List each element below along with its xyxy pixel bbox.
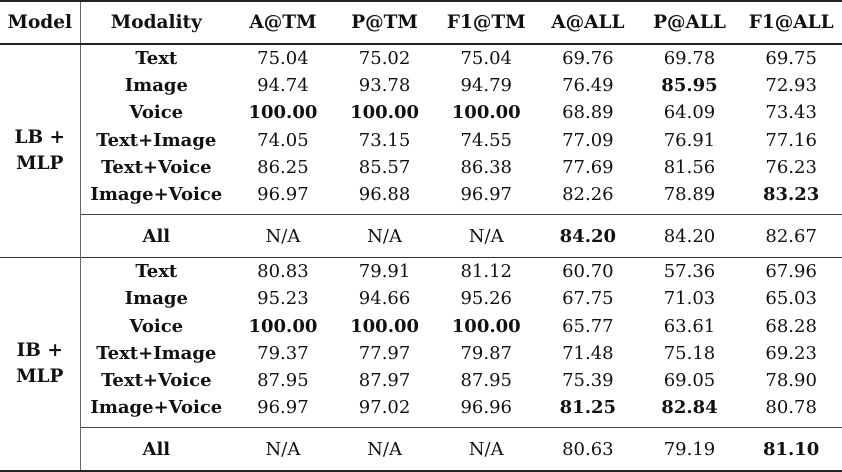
column-header: F1@TM [446,12,526,33]
value-cell: 80.63 [537,428,639,472]
value-cell: 82.84 [661,397,718,419]
table-row [0,394,842,421]
value-cell: 96.88 [358,184,411,206]
table-row-all [0,215,842,258]
modality-cell: Image [124,288,188,310]
modality-cell: All [80,428,232,472]
value-cell: 81.25 [559,397,617,419]
value-cell: 84.20 [537,215,639,258]
value-cell: 79.91 [334,258,436,286]
value-cell: N/A [435,215,537,258]
value-cell: 79.87 [460,342,512,364]
model-name-line: IB + [16,340,63,362]
value-cell: 83.23 [762,184,820,206]
value-cell: 87.97 [358,369,411,391]
value-cell: 75.04 [257,48,309,70]
value-cell: 72.93 [765,75,817,97]
value-cell: 64.09 [663,102,716,124]
value-cell: 67.75 [562,288,614,310]
column-header: F1@ALL [748,12,834,33]
value-cell: 75.18 [663,342,716,364]
value-cell: 68.89 [562,102,614,124]
value-cell: 57.36 [639,258,741,286]
value-cell: 82.67 [740,215,842,258]
value-cell: 100.00 [451,315,521,337]
value-cell: 85.95 [661,75,718,97]
value-cell: 77.97 [358,342,411,364]
value-cell: 75.39 [562,369,614,391]
value-cell: 81.12 [435,258,537,286]
value-cell: 97.02 [358,397,411,419]
table-body [0,44,842,471]
column-header: P@TM [351,12,418,33]
modality-cell: Voice [129,315,184,337]
value-cell: 95.26 [460,288,512,310]
modality-cell: All [80,215,232,258]
value-cell: 100.00 [248,102,318,124]
value-cell: N/A [232,428,334,472]
value-cell: 76.91 [663,129,716,151]
table-row [0,313,842,340]
value-cell: 60.70 [537,258,639,286]
table-row [0,44,842,72]
value-cell: 69.76 [562,48,614,70]
model-name-cell [0,258,80,472]
value-cell: 76.49 [562,75,614,97]
value-cell: 63.61 [663,315,716,337]
value-cell: 78.90 [765,369,817,391]
value-cell: 80.83 [232,258,334,286]
value-cell: 69.23 [765,342,817,364]
value-cell: 73.15 [358,129,411,151]
modality-cell: Text+Voice [101,369,212,391]
value-cell: 86.38 [460,156,512,178]
table-row [0,258,842,286]
modality-cell: Text [80,258,232,286]
value-cell: 69.05 [663,369,716,391]
table-row-all [0,428,842,472]
value-cell: 96.97 [460,184,512,206]
model-name-line: LB + [14,127,66,149]
modality-cell: Image+Voice [90,397,223,419]
modality-cell: Text [135,48,178,70]
modality-cell: Text+Voice [101,156,212,178]
model-name-line: MLP [16,153,64,175]
value-cell: N/A [334,215,436,258]
modality-cell: Image+Voice [90,184,223,206]
value-cell: 69.78 [663,48,716,70]
value-cell: 100.00 [350,102,420,124]
value-cell: 96.96 [460,397,512,419]
value-cell: 77.09 [562,129,614,151]
value-cell: 77.69 [562,156,614,178]
value-cell: 80.78 [765,397,817,419]
value-cell: N/A [232,215,334,258]
value-cell: 65.77 [562,315,614,337]
value-cell: 75.04 [460,48,512,70]
value-cell: 100.00 [350,315,420,337]
modality-cell: Text+Image [96,342,217,364]
table-row [0,127,842,154]
value-cell: 75.02 [358,48,411,70]
value-cell: 67.96 [740,258,842,286]
column-header: Modality [110,12,202,33]
model-name-line: MLP [16,366,64,388]
value-cell: 79.37 [257,342,309,364]
column-header: A@TM [249,12,317,33]
value-cell: 81.10 [740,428,842,472]
modality-cell: Voice [129,102,184,124]
value-cell: 84.20 [639,215,741,258]
value-cell: 100.00 [451,102,521,124]
value-cell: 65.03 [765,288,817,310]
value-cell: 95.23 [257,288,309,310]
value-cell: 87.95 [257,369,309,391]
value-cell: 87.95 [460,369,512,391]
table-row [0,154,842,181]
value-cell: 94.66 [358,288,411,310]
value-cell: 93.78 [358,75,411,97]
value-cell: 73.43 [765,102,817,124]
value-cell: 94.79 [460,75,512,97]
value-cell: N/A [334,428,436,472]
value-cell: 78.89 [663,184,716,206]
column-header: Model [0,1,80,44]
value-cell: 85.57 [358,156,411,178]
value-cell: 71.48 [562,342,614,364]
table-row [0,367,842,394]
column-header: A@ALL [551,12,625,33]
value-cell: N/A [435,428,537,472]
value-cell: 81.56 [663,156,716,178]
modality-cell: Text+Image [96,129,217,151]
modality-cell: Image [124,75,188,97]
value-cell: 94.74 [257,75,309,97]
value-cell: 96.97 [257,397,309,419]
value-cell: 100.00 [248,315,318,337]
value-cell: 69.75 [765,48,817,70]
model-name-cell [0,44,80,258]
column-header: P@ALL [653,12,726,33]
value-cell: 77.16 [765,129,817,151]
table-header [0,1,842,44]
table-row [0,285,842,312]
value-cell: 68.28 [765,315,817,337]
value-cell: 79.19 [639,428,741,472]
value-cell: 74.05 [257,129,309,151]
value-cell: 82.26 [562,184,614,206]
value-cell: 74.55 [460,129,512,151]
table-row [0,99,842,126]
table-row [0,181,842,208]
value-cell: 71.03 [663,288,716,310]
value-cell: 76.23 [765,156,817,178]
value-cell: 86.25 [257,156,309,178]
value-cell: 96.97 [257,184,309,206]
table-row [0,72,842,99]
table-row [0,340,842,367]
